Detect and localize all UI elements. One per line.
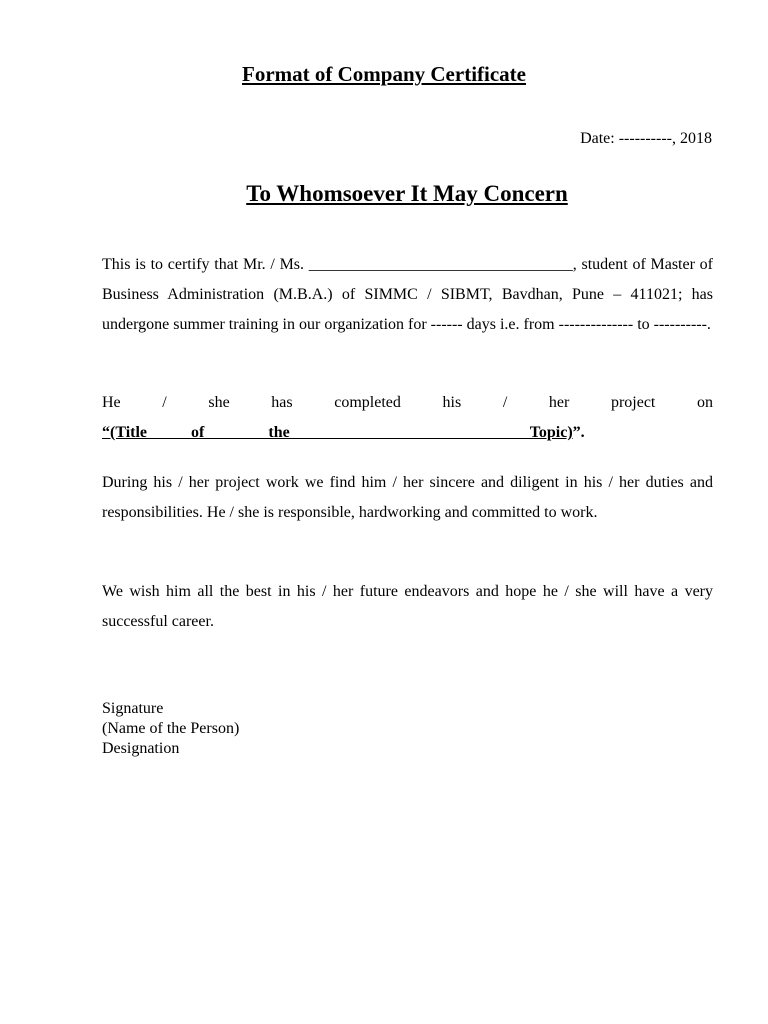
date-line: Date: ----------, 2018	[580, 130, 712, 147]
signer-designation: Designation	[102, 740, 180, 757]
project-prefix: He / she has completed his / her project on	[102, 394, 713, 411]
signature-block	[102, 699, 239, 759]
document-title: Format of Company Certificate	[242, 62, 526, 86]
signer-name: (Name of the Person)	[102, 720, 240, 737]
wishes-paragraph: We wish him all the best in his / her future endeavors and hope he / she will have a very successful career.	[102, 583, 713, 630]
certificate-heading: To Whomsoever It May Concern	[246, 181, 568, 206]
project-suffix: ”.	[572, 424, 585, 441]
certification-paragraph: This is to certify that Mr. / Ms. _________________________________, student of Master of Business Administration (M.B.A.) of SIMMC / SIBMT, Bavdhan, Pune – 411021; has undergone summer training in our organization for ------ days i.e. from -------------- to ----------.	[102, 256, 713, 333]
signature-label: Signature	[102, 700, 164, 717]
conduct-paragraph: During his / her project work we find him / her sincere and diligent in his / her duties and responsibilities. He / she is responsible, hardworking and committed to work.	[102, 474, 713, 521]
project-paragraph	[102, 388, 713, 448]
project-title-placeholder: “(Title of the Topic)	[102, 424, 573, 441]
